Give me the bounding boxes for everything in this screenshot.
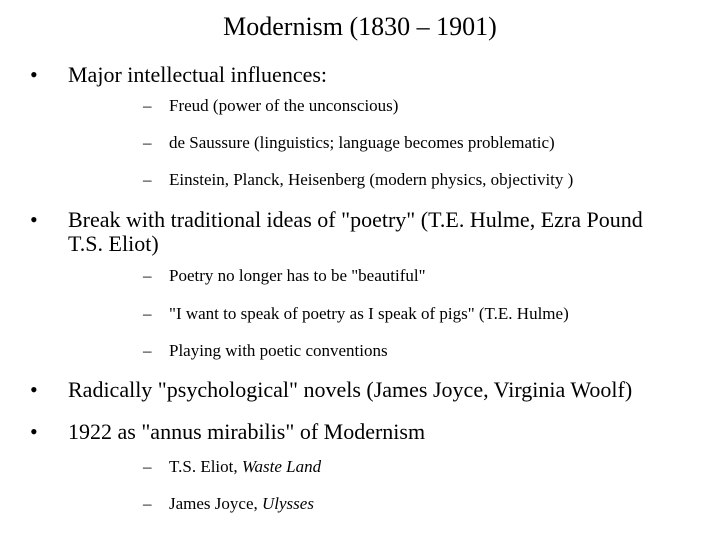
dash-icon: – xyxy=(143,170,152,189)
sub-item-beautiful xyxy=(143,266,426,286)
bullet-text: Major intellectual influences: xyxy=(68,62,328,87)
sub-item-ulysses xyxy=(143,494,314,514)
slide-title: Modernism (1830 – 1901) xyxy=(223,12,497,41)
sub-item-einstein xyxy=(143,170,573,190)
sub-item-text: Freud (power of the unconscious) xyxy=(169,96,399,115)
dash-icon: – xyxy=(143,266,152,285)
sub-item-work-title: Ulysses xyxy=(262,494,314,513)
bullet-text: 1922 as "annus mirabilis" of Modernism xyxy=(68,419,426,444)
dash-icon: – xyxy=(143,341,152,360)
bullet-text-line2: T.S. Eliot) xyxy=(68,231,159,256)
sub-item-author: James Joyce, xyxy=(169,494,263,513)
sub-item-text: Einstein, Planck, Heisenberg (modern physics, objectivity ) xyxy=(169,170,574,189)
bullet-text: Radically "psychological" novels (James Joyce, Virginia Woolf) xyxy=(68,377,633,402)
dash-icon: – xyxy=(143,133,152,152)
dash-icon: – xyxy=(143,96,152,115)
dash-icon: – xyxy=(143,304,152,323)
dash-icon: – xyxy=(143,494,152,513)
dash-icon: – xyxy=(143,457,152,476)
sub-item-pigs-quote xyxy=(143,304,569,324)
sub-item-author: T.S. Eliot, xyxy=(169,457,242,476)
bullet-poetry-break xyxy=(30,208,643,256)
bullet-intellectual-influences xyxy=(30,63,327,87)
bullet-text-line1: Break with traditional ideas of "poetry" (T.E. Hulme, Ezra Pound xyxy=(68,207,643,232)
sub-item-text: Playing with poetic conventions xyxy=(169,341,388,360)
sub-item-freud xyxy=(143,96,398,116)
sub-item-conventions xyxy=(143,341,388,361)
bullet-icon: • xyxy=(30,62,38,87)
sub-item-text: "I want to speak of poetry as I speak of pigs" (T.E. Hulme) xyxy=(169,304,569,323)
sub-item-text: de Saussure (linguistics; language becomes problematic) xyxy=(169,133,555,152)
bullet-psychological-novels xyxy=(30,378,632,402)
sub-item-waste-land xyxy=(143,457,321,477)
bullet-icon: • xyxy=(30,207,38,232)
sub-item-saussure xyxy=(143,133,555,153)
bullet-annus-mirabilis xyxy=(30,420,425,444)
bullet-icon: • xyxy=(30,377,38,402)
bullet-icon: • xyxy=(30,419,38,444)
sub-item-text: Poetry no longer has to be "beautiful" xyxy=(169,266,426,285)
sub-item-work-title: Waste Land xyxy=(241,457,322,476)
